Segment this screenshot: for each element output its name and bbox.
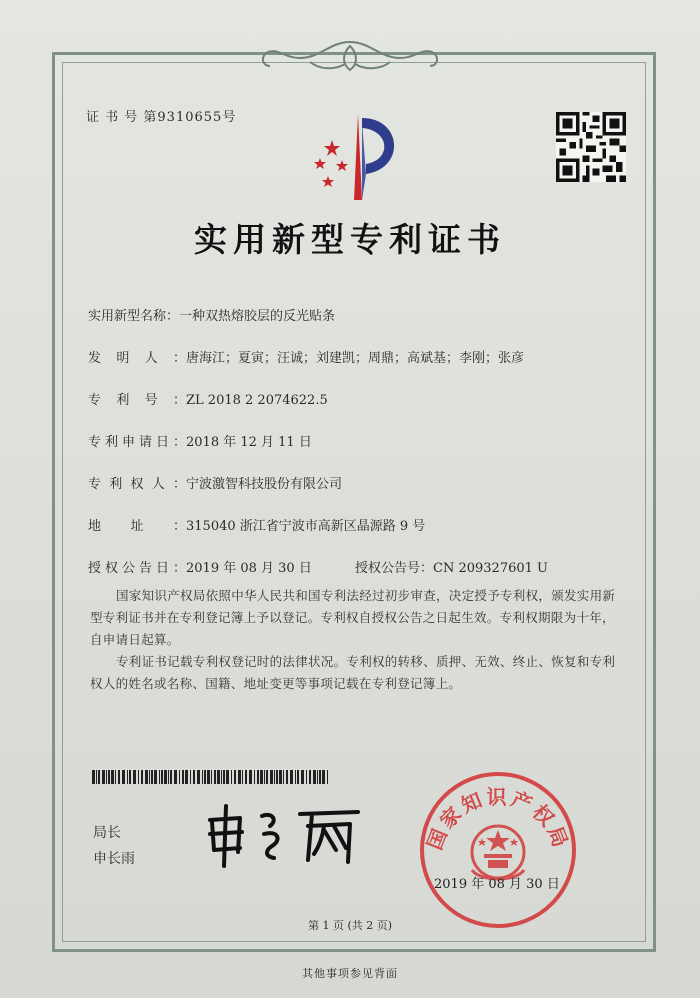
address-row xyxy=(88,515,425,534)
certificate-title: 实用新型专利证书 xyxy=(194,220,506,259)
director-signature xyxy=(200,800,370,870)
utility-model-name-value: 一种双热熔胶层的反光贴条 xyxy=(179,309,336,324)
certificate-number xyxy=(86,106,236,125)
grant-number-row xyxy=(355,557,548,576)
patent-number-value: ZL 2018 2 2074622.5 xyxy=(186,393,328,408)
certificate-number-label: 证 书 号 第 xyxy=(86,110,158,125)
patent-number-label: 专利号： xyxy=(88,393,186,408)
back-side-note: 其他事项参见背面 xyxy=(302,967,398,980)
inventor-row xyxy=(88,347,524,366)
grant-date-row xyxy=(88,557,312,576)
certificate-number-value: 9310655 xyxy=(157,110,223,125)
patent-number-row xyxy=(88,389,328,408)
patent-office-logo-icon xyxy=(302,112,410,202)
grant-date-label: 授权公告日： xyxy=(88,561,186,576)
inventor-label: 发明人： xyxy=(88,351,186,366)
filing-date-label: 专利申请日： xyxy=(88,435,186,450)
qr-code-icon xyxy=(556,112,626,182)
address-label: 地址： xyxy=(88,519,186,534)
certificate-number-suffix: 号 xyxy=(222,110,237,125)
director-name: 申长雨 xyxy=(93,851,135,867)
address-value: 315040 浙江省宁波市高新区晶源路 9 号 xyxy=(186,519,426,534)
official-seal xyxy=(418,770,578,930)
patentee-label: 专利权人： xyxy=(88,477,186,492)
patentee-value: 宁波激智科技股份有限公司 xyxy=(186,477,343,492)
inventor-value: 唐海江；夏寅；汪诚；刘建凯；周鼎；高斌基；李刚；张彦 xyxy=(186,351,525,366)
top-ornament xyxy=(250,36,450,76)
page-number: 第 1 页 (共 2 页) xyxy=(307,919,393,932)
director-title: 局长 xyxy=(93,825,121,841)
grant-date-value: 2019 年 08 月 30 日 xyxy=(186,561,312,576)
filing-date-value: 2018 年 12 月 11 日 xyxy=(186,435,312,450)
barcode-icon xyxy=(92,770,332,784)
utility-model-name-label: 实用新型名称： xyxy=(88,309,180,324)
grant-number-value: CN 209327601 U xyxy=(433,561,548,576)
issue-date: 2019 年 08 月 30 日 xyxy=(434,877,560,892)
filing-date-row xyxy=(88,431,312,450)
utility-model-name-row xyxy=(88,305,335,324)
grant-statement-paragraph: 国家知识产权局依照中华人民共和国专利法经过初步审查，决定授予专利权，颁发实用新型专利证书并在专利登记簿上予以登记。专利权自授权公告之日起生效。专利权期限为十年，自申请日起算。 xyxy=(90,588,616,647)
grant-number-label: 授权公告号： xyxy=(355,561,434,576)
seal-text: 国家知识产权局 xyxy=(422,785,574,854)
legal-status-paragraph: 专利证书记载专利权登记时的法律状况。专利权的转移、质押、无效、终止、恢复和专利权人的姓名或名称、国籍、地址变更等事项记载在专利登记簿上。 xyxy=(90,654,616,691)
patentee-row xyxy=(88,473,342,492)
